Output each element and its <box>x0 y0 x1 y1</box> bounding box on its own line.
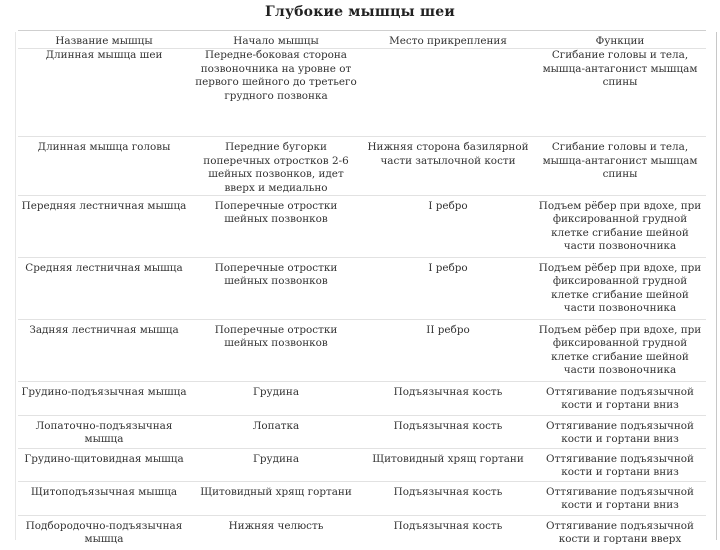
table-row <box>18 320 706 382</box>
cell-origin: Грудина <box>190 382 362 416</box>
slide-left-border <box>15 32 16 540</box>
table-row <box>18 516 706 550</box>
cell-origin: Грудина <box>190 449 362 482</box>
table-row <box>18 137 706 196</box>
cell-origin: Поперечные отростки шейных позвонков <box>190 320 362 382</box>
table-row <box>18 382 706 416</box>
cell-function: Подъем рёбер при вдохе, при фиксированной грудной клетке сгибание шейной части позвоночника <box>534 258 706 320</box>
cell-muscle-name: Лопаточно-подъязычная мышца <box>18 416 190 449</box>
cell-insertion: I ребро <box>362 258 534 320</box>
table-row <box>18 49 706 137</box>
table-header-row <box>18 31 706 49</box>
cell-origin: Нижняя челюсть <box>190 516 362 550</box>
cell-origin: Передние бугорки поперечных отростков 2-6 шейных позвонков, идет вверх и медиально <box>190 137 362 196</box>
cell-insertion: I ребро <box>362 196 534 258</box>
column-header-function: Функции <box>534 31 706 49</box>
cell-insertion <box>362 49 534 137</box>
cell-insertion: Подъязычная кость <box>362 416 534 449</box>
cell-insertion: Подъязычная кость <box>362 482 534 516</box>
column-header-name: Название мышцы <box>18 31 190 49</box>
cell-function: Сгибание головы и тела, мышца-антагонист мышцам спины <box>534 137 706 196</box>
cell-function: Оттягивание подъязычной кости и гортани вниз <box>534 482 706 516</box>
cell-muscle-name: Длинная мышца шеи <box>18 49 190 137</box>
cell-insertion: Подъязычная кость <box>362 516 534 550</box>
table-row <box>18 482 706 516</box>
cell-function: Оттягивание подъязычной кости и гортани вверх <box>534 516 706 550</box>
cell-muscle-name: Грудино-подъязычная мышца <box>18 382 190 416</box>
muscles-table <box>18 30 706 550</box>
cell-function: Подъем рёбер при вдохе, при фиксированной грудной клетке сгибание шейной части позвоночника <box>534 196 706 258</box>
cell-insertion: Нижняя сторона базилярной части затылочной кости <box>362 137 534 196</box>
cell-origin: Поперечные отростки шейных позвонков <box>190 258 362 320</box>
cell-function: Оттягивание подъязычной кости и гортани вниз <box>534 449 706 482</box>
cell-function: Подъем рёбер при вдохе, при фиксированной грудной клетке сгибание шейной части позвоночника <box>534 320 706 382</box>
cell-origin: Поперечные отростки шейных позвонков <box>190 196 362 258</box>
cell-muscle-name: Средняя лестничная мышца <box>18 258 190 320</box>
cell-insertion: II ребро <box>362 320 534 382</box>
cell-insertion: Подъязычная кость <box>362 382 534 416</box>
table-row <box>18 258 706 320</box>
cell-function: Оттягивание подъязычной кости и гортани вниз <box>534 416 706 449</box>
cell-origin: Передне-боковая сторона позвоночника на уровне от первого шейного до третьего грудного позвонка <box>190 49 362 137</box>
cell-origin: Лопатка <box>190 416 362 449</box>
cell-function: Оттягивание подъязычной кости и гортани вниз <box>534 382 706 416</box>
cell-function: Сгибание головы и тела, мышца-антагонист мышцам спины <box>534 49 706 137</box>
table-row <box>18 196 706 258</box>
cell-muscle-name: Длинная мышца головы <box>18 137 190 196</box>
column-header-insertion: Место прикрепления <box>362 31 534 49</box>
cell-origin: Щитовидный хрящ гортани <box>190 482 362 516</box>
cell-muscle-name: Щитоподъязычная мышца <box>18 482 190 516</box>
cell-muscle-name: Подбородочно-подъязычная мышца <box>18 516 190 550</box>
column-header-origin: Начало мышцы <box>190 31 362 49</box>
table-row <box>18 449 706 482</box>
cell-muscle-name: Задняя лестничная мышца <box>18 320 190 382</box>
cell-insertion: Щитовидный хрящ гортани <box>362 449 534 482</box>
cell-muscle-name: Передняя лестничная мышца <box>18 196 190 258</box>
slide-right-border <box>716 32 717 540</box>
table-row <box>18 416 706 449</box>
cell-muscle-name: Грудино-щитовидная мышца <box>18 449 190 482</box>
page-title: Глубокие мышцы шеи <box>265 4 455 20</box>
